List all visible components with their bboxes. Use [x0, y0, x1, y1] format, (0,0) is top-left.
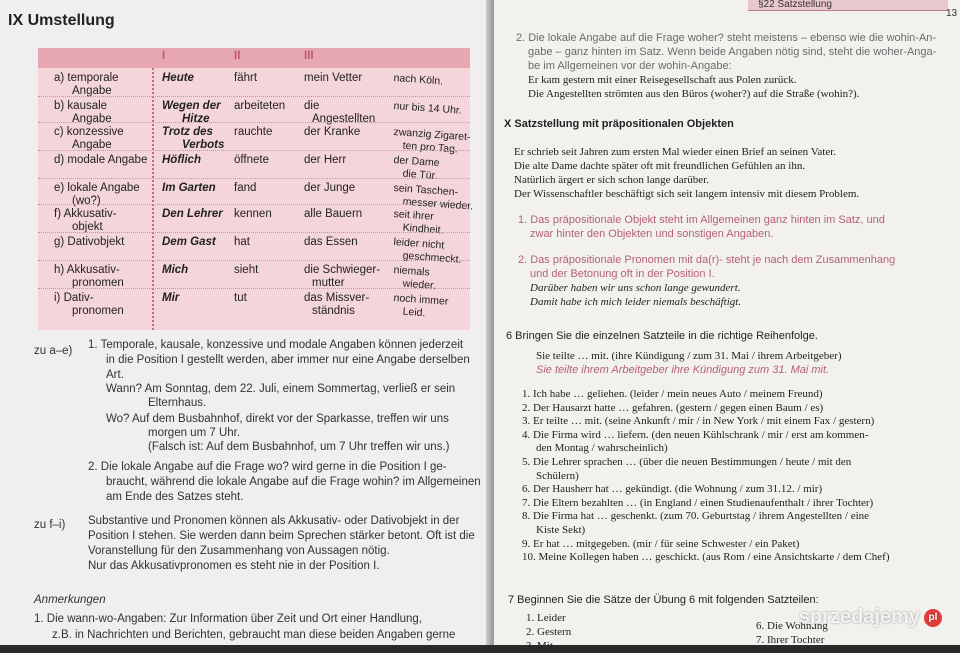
exercise6-item: Kiste Sekt)	[536, 524, 586, 536]
table-cell-line: Mich	[162, 264, 189, 276]
table-cell-label	[54, 292, 124, 318]
table-cell-line: tut	[234, 292, 247, 304]
table-cell-line: pronomen	[72, 305, 124, 317]
table-cell-line: Verbots	[182, 139, 225, 151]
table-cell-line: nach Köln.	[393, 72, 444, 88]
note2-line3: am Ende des Satzes steht.	[106, 491, 244, 503]
exercise6-item: 6. Der Hausherr hat … gekündigt. (die Wohnung / zum 31.12. / mir)	[522, 483, 823, 495]
chapter-title: IX Umstellung	[8, 12, 115, 29]
example-3: Natürlich ärgert er sich schon lange darüber.	[514, 174, 709, 186]
exercise6-item: 2. Der Hausarzt hatte … gefahren. (gestern / gegen einen Baum / es)	[522, 402, 824, 414]
table-cell-line: mutter	[312, 277, 345, 289]
table-cell-line: der Dame	[393, 154, 440, 170]
ex7-item-7: 7. Ihrer Tochter	[756, 634, 825, 646]
table-cell-line: d) modale Angabe	[54, 154, 148, 166]
table-divider	[152, 68, 156, 330]
table-cell-line: die Tür.	[402, 167, 438, 183]
table-cell-line: nur bis 14 Uhr.	[393, 100, 463, 117]
table-cell-c2	[234, 292, 247, 305]
exercise6-solution: Sie teilte ihrem Arbeitgeber ihre Kündigung zum 31. Mai mit.	[536, 364, 830, 376]
note3-line4: Nur das Akkusativpronomen es steht nie in der Position I.	[88, 560, 380, 572]
table-cell-line: sieht	[234, 264, 259, 276]
table-cell-c1	[162, 72, 194, 85]
ex7-item-6: 6. Die Wohnung	[756, 620, 828, 632]
table-cell-line: der Kranke	[304, 126, 361, 138]
table-cell-line: noch immer	[393, 292, 449, 308]
table-header-i: I	[162, 50, 166, 62]
table-cell-c3	[304, 236, 358, 249]
exercise7-title: 7 Beginnen Sie die Sätze der Übung 6 mit folgenden Satzteilen:	[508, 594, 819, 606]
table-cell-c2	[234, 72, 257, 85]
exercise6-item: Schülern)	[536, 470, 579, 482]
ex7-item-3: 3. Mit	[526, 640, 553, 652]
table-cell-line: ständnis	[312, 305, 355, 317]
table-cell-line: die Schwieger-	[304, 264, 381, 276]
table-cell-c2	[234, 100, 285, 113]
table-cell-c1	[162, 208, 223, 221]
wo-line3: (Falsch ist: Auf dem Busbahnhof, um 7 Uhr treffen wir uns.)	[148, 441, 450, 453]
table-cell-line: kennen	[234, 208, 272, 220]
table-cell-line: zwanzig Zigaret-	[393, 126, 471, 144]
right-page	[494, 0, 960, 652]
table-cell-label	[54, 236, 124, 249]
exercise6-item: 7. Die Eltern bezahlten … (in England / einen Studienaufenthalt / ihrer Tochter)	[522, 497, 874, 509]
table-row-divider	[38, 150, 470, 151]
table-cell-line: öffnete	[234, 154, 269, 166]
table-cell-c4	[392, 126, 471, 157]
table-cell-line: Trotz des	[162, 126, 213, 138]
table-cell-line: hat	[234, 236, 250, 248]
exercise6-item: 5. Die Lehrer sprachen … (über die neuen Bestimmungen / heute / mit den	[522, 456, 852, 468]
table-cell-line: arbeiteten	[234, 100, 286, 112]
ex7-item-1: 1. Leider	[526, 612, 566, 624]
table-cell-line: f) Akkusativ-	[54, 208, 117, 220]
table-cell-c2	[234, 208, 272, 221]
table-cell-line: das Missver-	[304, 292, 370, 304]
top-line-4: Er kam gestern mit einer Reisegesellschaft aus Polen zurück.	[528, 74, 797, 86]
example-1: Er schrieb seit Jahren zum ersten Mal wieder einen Brief an seinen Vater.	[514, 146, 837, 158]
wann-line1: Wann? Am Sonntag, dem 22. Juli, einem Sommertag, verließ er sein	[106, 383, 456, 395]
table-cell-line: Höflich	[162, 154, 201, 166]
table-cell-c2	[234, 182, 256, 195]
table-cell-c4	[392, 208, 445, 237]
table-cell-line: fährt	[234, 72, 258, 84]
table-row-divider	[38, 122, 470, 123]
table-cell-line: messer wieder.	[402, 195, 474, 213]
table-cell-c1	[162, 264, 188, 277]
table-cell-c3	[304, 72, 362, 85]
note3-line3: Voranstellung für den Zusammenhang von Aussagen nötig.	[88, 545, 390, 557]
wo-line1: Wo? Auf dem Busbahnhof, direkt vor der Sparkasse, treffen wir uns	[106, 413, 449, 425]
table-cell-line: (wo?)	[72, 195, 101, 207]
table-cell-line: Leid.	[402, 305, 426, 320]
table-cell-line: h) Akkusativ-	[54, 264, 120, 276]
page-number: 13	[946, 8, 958, 19]
rule1-line1: 1. Das präpositionale Objekt steht im Allgemeinen ganz hinten im Satz, und	[518, 214, 885, 226]
table-cell-line: sein Taschen-	[393, 182, 459, 199]
table-cell-c3	[304, 264, 380, 290]
table-cell-line: der Junge	[304, 182, 356, 194]
table-cell-line: der Herr	[304, 154, 347, 166]
note2-line1: 2. Die lokale Angabe auf die Frage wo? wird gerne in die Position I ge-	[88, 461, 447, 473]
top-line-1: 2. Die lokale Angabe auf die Frage woher? steht meistens – ebenso wie die wohin-An-	[516, 32, 937, 44]
table-cell-line: Angestellten	[312, 113, 376, 125]
table-cell-line: Den Lehrer	[162, 208, 223, 220]
table-cell-label	[54, 72, 119, 98]
table-cell-label	[54, 154, 147, 167]
table-header-ii: II	[234, 50, 241, 62]
table-cell-line: leider nicht	[393, 236, 445, 252]
note1-line3: Art.	[106, 369, 124, 381]
note1-line2: in die Position I gestellt werden, aber immer nur eine Angabe derselben	[106, 354, 470, 366]
table-cell-line: b) kausale	[54, 100, 108, 112]
table-cell-line: geschmeckt.	[402, 249, 462, 266]
anmerkungen-title: Anmerkungen	[34, 594, 106, 606]
watermark-text: sprzedajemy	[798, 606, 920, 628]
table-cell-line: c) konzessive	[54, 126, 124, 138]
example-2: Die alte Dame dachte später oft mit freundlichen Gefühlen an ihn.	[514, 160, 806, 172]
table-cell-line: das Essen	[304, 236, 358, 248]
table-cell-line: objekt	[72, 221, 103, 233]
table-cell-c3	[304, 126, 360, 139]
anm-line2: z.B. in Nachrichten und Berichten, gebraucht man diese beiden Angaben gerne	[52, 629, 456, 641]
rule2-line1: 2. Das präpositionale Pronomen mit da(r)- steht je nach dem Zusammenhang	[518, 254, 896, 266]
table-cell-c2	[234, 126, 272, 139]
table-cell-line: Angabe	[72, 113, 112, 125]
ref-zu-fi: zu f–i)	[34, 519, 66, 531]
table-cell-line: i) Dativ-	[54, 292, 94, 304]
exercise6-item: 8. Die Firma hat … geschenkt. (zum 70. Geburtstag / ihrem Angestellten / eine	[522, 510, 870, 522]
table-row-divider	[38, 288, 470, 289]
table-cell-line: Wegen der	[162, 100, 221, 112]
table-cell-c2	[234, 154, 269, 167]
wo-line2: morgen um 7 Uhr.	[148, 427, 241, 439]
table-cell-c4	[392, 292, 449, 322]
table-row-divider	[38, 96, 470, 97]
top-line-3: be im Allgemeinen vor der wohin-Angabe:	[528, 60, 732, 72]
table-cell-line: Kindheit.	[402, 221, 444, 237]
table-cell-c2	[234, 236, 250, 249]
table-row-divider	[38, 260, 470, 261]
table-cell-line: a) temporale	[54, 72, 119, 84]
exercise6-item: 10. Meine Kollegen haben … geschickt. (aus Rom / eine Ansichtskarte / dem Chef)	[522, 551, 890, 563]
example-4: Der Wissenschaftler beschäftigt sich seit langem intensiv mit diesem Problem.	[514, 188, 860, 200]
table-cell-c3	[304, 182, 355, 195]
table-row-divider	[38, 204, 470, 205]
table-cell-c1	[162, 292, 179, 305]
table-cell-line: Im Garten	[162, 182, 216, 194]
table-cell-c3	[304, 292, 369, 318]
table-cell-line: niemals	[393, 264, 431, 279]
ref-zu-ae: zu a–e)	[34, 345, 73, 357]
page-header: §22 Satzstellung	[758, 0, 832, 10]
table-cell-line: fand	[234, 182, 257, 194]
rule2-example-1: Darüber haben wir uns schon lange gewundert.	[530, 282, 741, 294]
table-cell-c1	[162, 236, 216, 249]
ex7-item-2: 2. Gestern	[526, 626, 572, 638]
table-cell-line: e) lokale Angabe	[54, 182, 140, 194]
table-header-band	[38, 48, 470, 68]
exercise6-item: den Montag / wahrscheinlich)	[536, 442, 668, 454]
table-cell-c1	[162, 126, 224, 152]
table-cell-c3	[304, 208, 362, 221]
table-cell-line: Mir	[162, 292, 180, 304]
exercise6-item: 9. Er hat … mitgegeben. (mir / für seine Schwester / ein Paket)	[522, 538, 800, 550]
rule2-line2: und der Betonung oft in der Position I.	[530, 268, 715, 280]
table-cell-line: Heute	[162, 72, 194, 84]
note2-line2: braucht, während die lokale Angabe auf die Frage wohin? im Allgemeinen	[106, 476, 481, 488]
top-line-5: Die Angestellten strömten aus den Büros (woher?) auf die Straße (wohin?).	[528, 88, 860, 100]
wann-line2: Elternhaus.	[148, 397, 207, 409]
watermark-logo	[799, 606, 942, 629]
table-row-divider	[38, 178, 470, 179]
table-cell-c3	[304, 154, 346, 167]
table-cell-c4	[392, 236, 463, 267]
table-cell-line: Hitze	[182, 113, 210, 125]
table-row-divider	[38, 232, 470, 233]
table-cell-label	[54, 264, 124, 290]
table-cell-line: Angabe	[72, 139, 112, 151]
note3-line1: Substantive und Pronomen können als Akkusativ- oder Dativobjekt in der	[88, 515, 460, 527]
exercise6-item: 4. Die Firma wird … liefern. (den neuen Kühlschrank / mir / erst am kommen-	[522, 429, 869, 441]
table-cell-label	[54, 126, 124, 152]
table-cell-line: rauchte	[234, 126, 273, 138]
rule1-line2: zwar hinter den Objekten und sonstigen Angaben.	[530, 228, 774, 240]
section-title: X Satzstellung mit präpositionalen Objekten	[504, 118, 734, 130]
table-cell-line: ten pro Tag.	[402, 139, 459, 156]
table-cell-label	[54, 208, 117, 234]
table-cell-c1	[162, 154, 201, 167]
watermark-badge: pl	[924, 609, 942, 627]
rule2-example-2: Damit habe ich mich leider niemals beschäftigt.	[530, 296, 742, 308]
table-cell-line: wieder.	[402, 277, 437, 292]
note3-line2: Position I stehen. Sie werden dann beim Sprechen stärker betont. Oft ist die	[88, 530, 475, 542]
top-line-2: gabe – ganz hinten im Satz. Wenn beide Angaben nötig sind, steht die woher-Anga-	[528, 46, 937, 58]
table-cell-line: die	[304, 100, 320, 112]
anm-line1: 1. Die wann-wo-Angaben: Zur Information über Zeit und Ort einer Handlung,	[34, 613, 423, 625]
table-cell-line: Angabe	[72, 85, 112, 97]
table-cell-line: mein Vetter	[304, 72, 363, 84]
exercise6-item: 1. Ich habe … geliehen. (leider / mein neues Auto / meinem Freund)	[522, 388, 823, 400]
table-header-iii: III	[304, 50, 314, 62]
exercise6-item: 3. Er teilte … mit. (seine Ankunft / mir / in New York / mit einem Fax / gestern)	[522, 415, 875, 427]
note1-line1: 1. Temporale, kausale, konzessive und modale Angaben können jederzeit	[88, 339, 464, 351]
table-cell-c2	[234, 264, 258, 277]
table-cell-line: seit ihrer	[393, 208, 435, 223]
exercise6-example: Sie teilte … mit. (ihre Kündigung / zum 31. Mai / ihrem Arbeitgeber)	[536, 350, 842, 362]
table-cell-c1	[162, 182, 216, 195]
table-cell-line: alle Bauern	[304, 208, 363, 220]
table-cell-line: Dem Gast	[162, 236, 216, 248]
table-cell-line: pronomen	[72, 277, 124, 289]
table-cell-line: g) Dativobjekt	[54, 236, 125, 248]
exercise6-title: 6 Bringen Sie die einzelnen Satzteile in die richtige Reihenfolge.	[506, 330, 818, 342]
